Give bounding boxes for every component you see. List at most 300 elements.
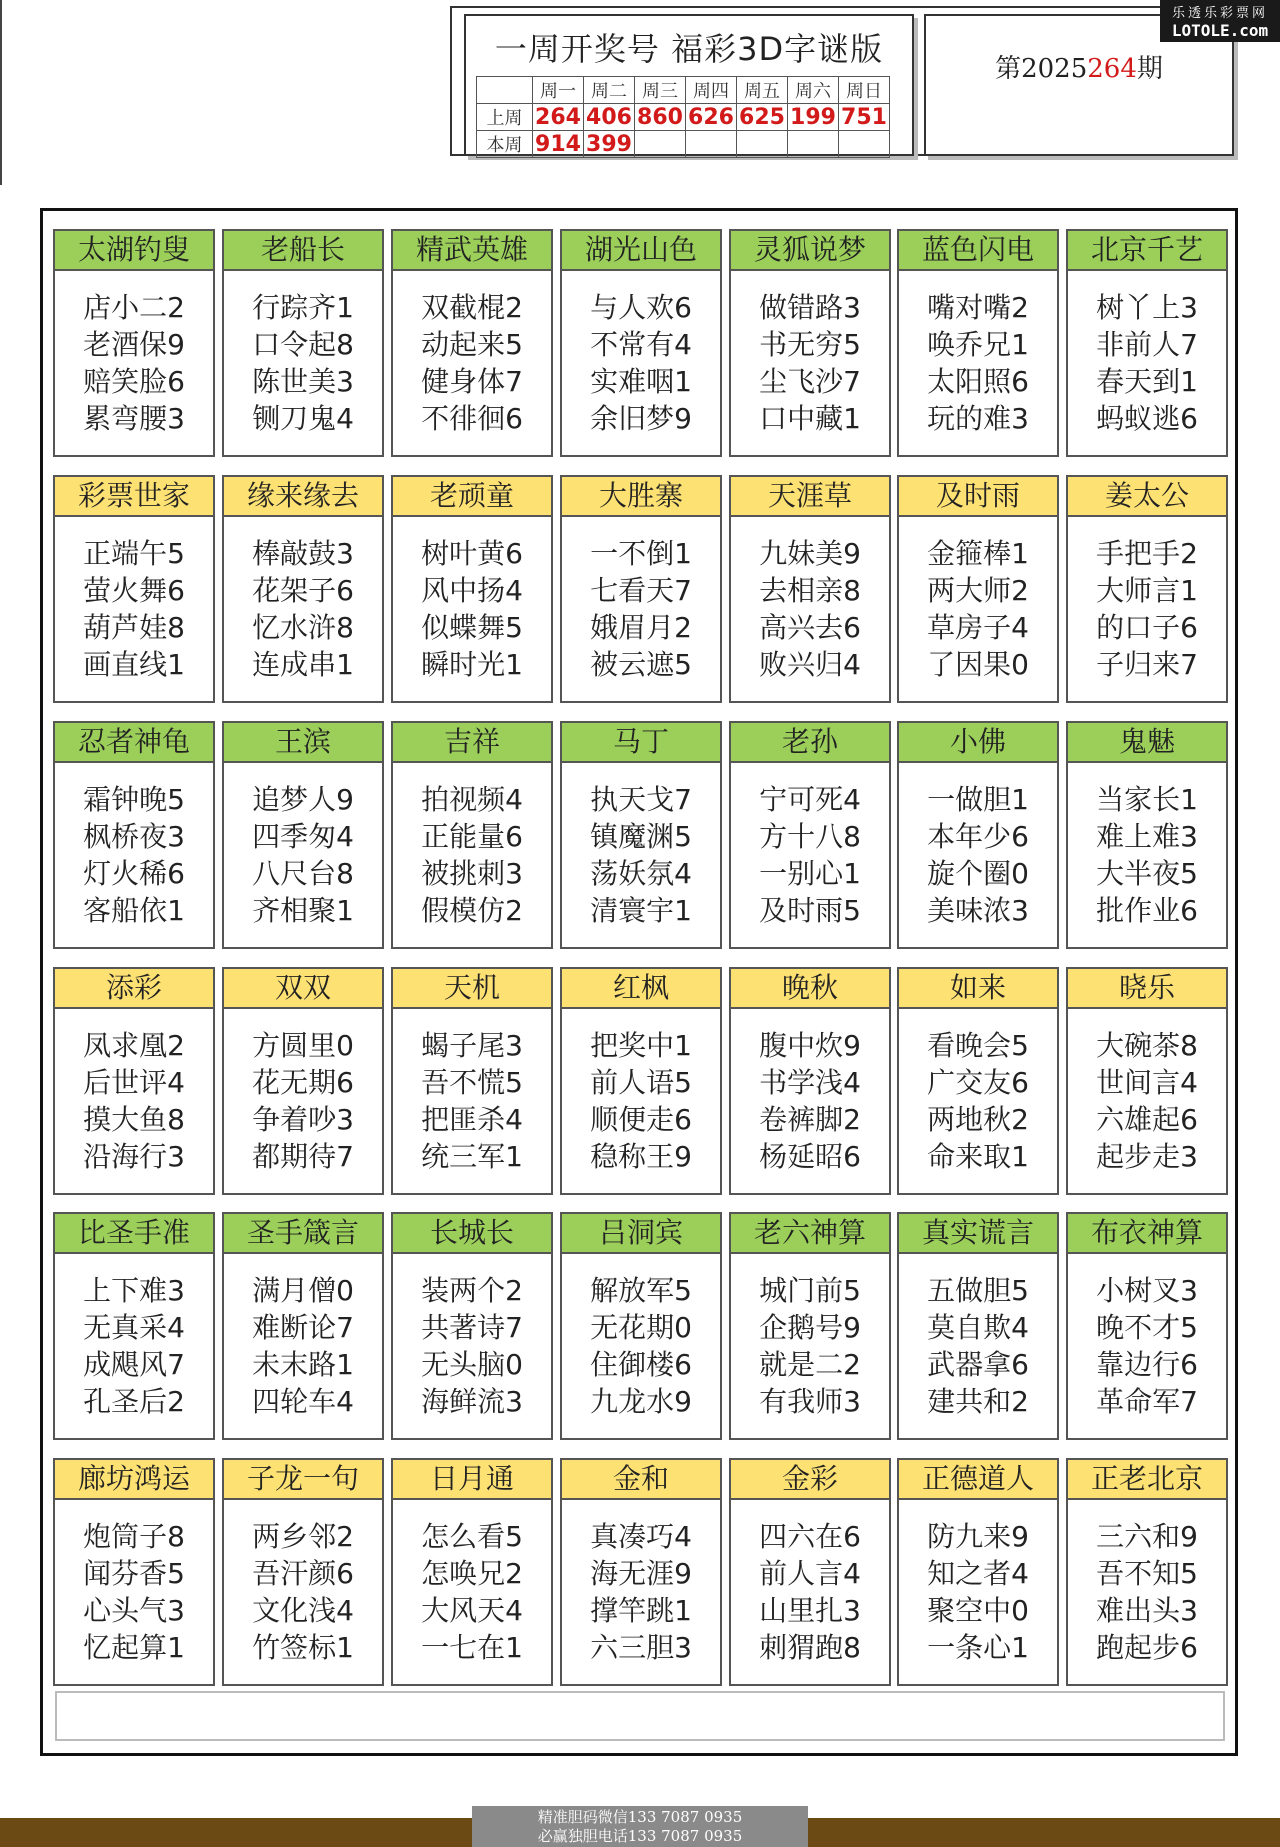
- riddle-lines: [224, 1009, 382, 1175]
- expert-name: 湖光山色: [562, 231, 720, 271]
- riddle-line: 两大师2: [927, 574, 1029, 607]
- riddle-line: 葫芦娃8: [83, 611, 185, 644]
- draw-number: 914: [533, 131, 584, 158]
- riddle-line: 杨延昭6: [759, 1140, 861, 1173]
- expert-card: [897, 721, 1059, 949]
- riddle-line: 稳称王9: [590, 1140, 692, 1173]
- riddle-line: 不徘徊6: [421, 402, 523, 435]
- riddle-line: 都期待7: [252, 1140, 354, 1173]
- riddle-line: 书学浅4: [759, 1066, 861, 1099]
- riddle-line: 有我师3: [759, 1385, 861, 1418]
- riddle-line: 海鲜流3: [421, 1385, 523, 1418]
- riddle-line: 子归来7: [1096, 648, 1198, 681]
- riddle-line: 难出头3: [1096, 1594, 1198, 1627]
- expert-card: [222, 721, 384, 949]
- riddle-lines: [1068, 1009, 1226, 1175]
- issue-prefix: 第2025: [995, 54, 1088, 84]
- riddle-line: 聚空中0: [927, 1594, 1029, 1627]
- expert-card: [560, 475, 722, 703]
- riddle-line: 真凑巧4: [590, 1520, 692, 1553]
- riddle-line: 城门前5: [759, 1274, 861, 1307]
- expert-name: 天机: [393, 969, 551, 1009]
- riddle-line: 无真采4: [83, 1311, 185, 1344]
- riddle-line: 及时雨5: [759, 894, 861, 927]
- riddle-line: 大碗茶8: [1096, 1029, 1198, 1062]
- riddle-lines: [731, 1254, 889, 1420]
- riddle-line: 春天到1: [1096, 365, 1198, 398]
- expert-name: 小佛: [899, 723, 1057, 763]
- expert-name: 吉祥: [393, 723, 551, 763]
- riddle-line: 铡刀鬼4: [252, 402, 354, 435]
- riddle-line: 前人言4: [759, 1557, 861, 1590]
- expert-card: [1066, 967, 1228, 1195]
- riddle-line: 连成串1: [252, 648, 354, 681]
- riddle-line: 花架子6: [252, 574, 354, 607]
- expert-name: 精武英雄: [393, 231, 551, 271]
- row-label: 上周: [477, 104, 533, 131]
- expert-name: 金和: [562, 1460, 720, 1500]
- riddle-line: 非前人7: [1096, 328, 1198, 361]
- riddle-line: 刺猬跑8: [759, 1631, 861, 1664]
- issue-number: 264: [1087, 54, 1137, 84]
- riddle-line: 去相亲8: [759, 574, 861, 607]
- expert-name: 如来: [899, 969, 1057, 1009]
- riddle-line: 余旧梦9: [590, 402, 692, 435]
- expert-card: [53, 229, 215, 457]
- row-label: 本周: [477, 131, 533, 158]
- riddle-lines: [731, 517, 889, 683]
- riddle-lines: [1068, 1500, 1226, 1666]
- riddle-line: 行踪齐1: [252, 291, 354, 324]
- draw-number: 751: [839, 104, 890, 131]
- expert-name: 比圣手准: [55, 1214, 213, 1254]
- draw-number: 406: [584, 104, 635, 131]
- expert-card: [729, 229, 891, 457]
- riddle-line: 棒敲鼓3: [252, 537, 354, 570]
- riddle-lines: [55, 763, 213, 929]
- riddle-lines: [562, 517, 720, 683]
- expert-name: 双双: [224, 969, 382, 1009]
- expert-card: [222, 229, 384, 457]
- riddle-line: 赔笑脸6: [83, 365, 185, 398]
- riddle-line: 画直线1: [83, 648, 185, 681]
- riddle-line: 灯火稀6: [83, 857, 185, 890]
- riddle-line: 尘飞沙7: [759, 365, 861, 398]
- riddle-line: 风中扬4: [421, 574, 523, 607]
- riddle-line: 武器拿6: [927, 1348, 1029, 1381]
- riddle-line: 知之者4: [927, 1557, 1029, 1590]
- riddle-line: 革命军7: [1096, 1385, 1198, 1418]
- riddle-line: 前人语5: [590, 1066, 692, 1099]
- riddle-line: 当家长1: [1096, 783, 1198, 816]
- riddle-line: 成飓风7: [83, 1348, 185, 1381]
- riddle-line: 撑竿跳1: [590, 1594, 692, 1627]
- expert-name: 老顽童: [393, 477, 551, 517]
- riddle-line: 顺便走6: [590, 1103, 692, 1136]
- riddle-lines: [731, 1009, 889, 1175]
- expert-card: [391, 1458, 553, 1686]
- riddle-line: 陈世美3: [252, 365, 354, 398]
- expert-card: [560, 1212, 722, 1440]
- expert-name: 忍者神龟: [55, 723, 213, 763]
- riddle-lines: [393, 1009, 551, 1175]
- riddle-line: 两地秋2: [927, 1103, 1029, 1136]
- day-header: 周一: [533, 77, 584, 104]
- contact-line-1: 精准胆码微信133 7087 0935: [537, 1808, 743, 1826]
- riddle-lines: [562, 1500, 720, 1666]
- riddle-line: 沿海行3: [83, 1140, 185, 1173]
- riddle-line: 后世评4: [83, 1066, 185, 1099]
- riddle-line: 一做胆1: [927, 783, 1029, 816]
- expert-card: [560, 967, 722, 1195]
- day-header: 周四: [686, 77, 737, 104]
- riddle-line: 萤火舞6: [83, 574, 185, 607]
- riddle-line: 凤求凰2: [83, 1029, 185, 1062]
- riddle-lines: [224, 763, 382, 929]
- riddle-line: 把奖中1: [590, 1029, 692, 1062]
- riddle-line: 把匪杀4: [421, 1103, 523, 1136]
- issue-suffix: 期: [1136, 54, 1163, 84]
- riddle-line: 争着吵3: [252, 1103, 354, 1136]
- expert-card: [560, 1458, 722, 1686]
- draw-number: 625: [737, 104, 788, 131]
- riddle-line: 跑起步6: [1096, 1631, 1198, 1664]
- riddle-line: 树丫上3: [1096, 291, 1198, 324]
- expert-card: [222, 475, 384, 703]
- riddle-lines: [899, 763, 1057, 929]
- riddle-line: 口令起8: [252, 328, 354, 361]
- riddle-line: 似蝶舞5: [421, 611, 523, 644]
- expert-name: 布衣神算: [1068, 1214, 1226, 1254]
- riddle-lines: [224, 1254, 382, 1420]
- riddle-lines: [562, 271, 720, 437]
- riddle-line: 怎唤兄2: [421, 1557, 523, 1590]
- watermark-en: LOTOLE.com: [1171, 21, 1269, 40]
- expert-name: 真实谎言: [899, 1214, 1057, 1254]
- expert-name: 老船长: [224, 231, 382, 271]
- riddle-line: 山里扎3: [759, 1594, 861, 1627]
- riddle-line: 书无穷5: [759, 328, 861, 361]
- expert-card: [560, 721, 722, 949]
- expert-card: [729, 721, 891, 949]
- expert-card: [729, 967, 891, 1195]
- day-header: 周五: [737, 77, 788, 104]
- riddle-line: 闻芬香5: [83, 1557, 185, 1590]
- riddle-lines: [899, 517, 1057, 683]
- expert-name: 缘来缘去: [224, 477, 382, 517]
- riddle-line: 忆起算1: [83, 1631, 185, 1664]
- riddle-line: 霜钟晚5: [83, 783, 185, 816]
- riddle-line: 老酒保9: [83, 328, 185, 361]
- riddle-line: 九龙水9: [590, 1385, 692, 1418]
- expert-name: 子龙一句: [224, 1460, 382, 1500]
- riddle-lines: [899, 271, 1057, 437]
- riddle-lines: [731, 763, 889, 929]
- riddle-lines: [55, 271, 213, 437]
- expert-card: [391, 721, 553, 949]
- expert-card: [897, 475, 1059, 703]
- riddle-line: 美味浓3: [927, 894, 1029, 927]
- riddle-line: 七看天7: [590, 574, 692, 607]
- riddle-lines: [562, 1009, 720, 1175]
- riddle-line: 广交友6: [927, 1066, 1029, 1099]
- riddle-lines: [899, 1500, 1057, 1666]
- riddle-line: 花无期6: [252, 1066, 354, 1099]
- expert-name: 添彩: [55, 969, 213, 1009]
- riddle-line: 心头气3: [83, 1594, 185, 1627]
- draw-number: [839, 131, 890, 158]
- expert-name: 彩票世家: [55, 477, 213, 517]
- riddle-line: 草房子4: [927, 611, 1029, 644]
- riddle-line: 追梦人9: [252, 783, 354, 816]
- expert-card: [729, 475, 891, 703]
- riddle-line: 被挑刺3: [421, 857, 523, 890]
- riddle-line: 大半夜5: [1096, 857, 1198, 890]
- riddle-line: 大风天4: [421, 1594, 523, 1627]
- riddle-lines: [393, 1254, 551, 1420]
- expert-card: [729, 1212, 891, 1440]
- expert-name: 廊坊鸿运: [55, 1460, 213, 1500]
- expert-name: 晚秋: [731, 969, 889, 1009]
- riddle-lines: [731, 271, 889, 437]
- expert-name: 日月通: [393, 1460, 551, 1500]
- draw-number: 626: [686, 104, 737, 131]
- riddle-line: 一不倒1: [590, 537, 692, 570]
- riddle-line: 满月僧0: [252, 1274, 354, 1307]
- riddle-line: 卷裤脚2: [759, 1103, 861, 1136]
- riddle-lines: [1068, 271, 1226, 437]
- riddle-line: 无头脑0: [421, 1348, 523, 1381]
- riddle-line: 共著诗7: [421, 1311, 523, 1344]
- this-week-row: [477, 131, 890, 158]
- riddle-line: 莫自欺4: [927, 1311, 1029, 1344]
- riddle-line: 住御楼6: [590, 1348, 692, 1381]
- riddle-line: 口中藏1: [759, 402, 861, 435]
- riddle-lines: [1068, 517, 1226, 683]
- riddle-line: 嘴对嘴2: [927, 291, 1029, 324]
- riddle-line: 太阳照6: [927, 365, 1029, 398]
- day-header: 周二: [584, 77, 635, 104]
- last-week-row: [477, 104, 890, 131]
- header-panel: [450, 6, 1238, 156]
- expert-name: 姜太公: [1068, 477, 1226, 517]
- riddle-line: 正能量6: [421, 820, 523, 853]
- riddle-line: 怎么看5: [421, 1520, 523, 1553]
- expert-name: 老孙: [731, 723, 889, 763]
- expert-card: [897, 967, 1059, 1195]
- riddle-lines: [1068, 763, 1226, 929]
- riddle-line: 难断论7: [252, 1311, 354, 1344]
- riddle-line: 靠边行6: [1096, 1348, 1198, 1381]
- riddle-lines: [393, 271, 551, 437]
- riddle-line: 镇魔渊5: [590, 820, 692, 853]
- riddle-line: 四季匆4: [252, 820, 354, 853]
- riddle-line: 吾不知5: [1096, 1557, 1198, 1590]
- riddle-line: 了因果0: [927, 648, 1029, 681]
- riddle-line: 拍视频4: [421, 783, 523, 816]
- riddle-line: 起步走3: [1096, 1140, 1198, 1173]
- expert-card: [53, 1458, 215, 1686]
- riddle-line: 金箍棒1: [927, 537, 1029, 570]
- draw-number: 860: [635, 104, 686, 131]
- expert-name: 及时雨: [899, 477, 1057, 517]
- riddle-line: 假模仿2: [421, 894, 523, 927]
- riddle-lines: [55, 1254, 213, 1420]
- expert-name: 圣手箴言: [224, 1214, 382, 1254]
- expert-card: [222, 1212, 384, 1440]
- riddle-lines: [899, 1254, 1057, 1420]
- expert-name: 蓝色闪电: [899, 231, 1057, 271]
- riddle-lines: [55, 1009, 213, 1175]
- riddle-line: 炮筒子8: [83, 1520, 185, 1553]
- riddle-line: 齐相聚1: [252, 894, 354, 927]
- expert-card: [1066, 475, 1228, 703]
- riddle-line: 晚不才5: [1096, 1311, 1198, 1344]
- riddle-lines: [562, 1254, 720, 1420]
- riddle-line: 孔圣后2: [83, 1385, 185, 1418]
- riddle-line: 六雄起6: [1096, 1103, 1198, 1136]
- riddle-line: 解放军5: [590, 1274, 692, 1307]
- riddle-lines: [224, 517, 382, 683]
- expert-card: [897, 229, 1059, 457]
- riddle-line: 命来取1: [927, 1140, 1029, 1173]
- issue-label: [926, 48, 1232, 85]
- contact-box: [472, 1806, 808, 1847]
- expert-card: [53, 1212, 215, 1440]
- expert-card: [897, 1458, 1059, 1686]
- draw-results-box: [464, 14, 914, 156]
- riddle-line: 健身体7: [421, 365, 523, 398]
- riddle-line: 无花期0: [590, 1311, 692, 1344]
- riddle-line: 客船依1: [83, 894, 185, 927]
- riddle-line: 娥眉月2: [590, 611, 692, 644]
- site-watermark: [1160, 0, 1280, 42]
- expert-name: 太湖钓叟: [55, 231, 213, 271]
- table-header-row: [477, 77, 890, 104]
- expert-name: 天涯草: [731, 477, 889, 517]
- riddle-line: 正端午5: [83, 537, 185, 570]
- riddle-line: 忆水浒8: [252, 611, 354, 644]
- draw-number: [686, 131, 737, 158]
- riddle-lines: [731, 1500, 889, 1666]
- day-header: 周六: [788, 77, 839, 104]
- draw-number: 399: [584, 131, 635, 158]
- riddle-lines: [562, 763, 720, 929]
- expert-name: 大胜寨: [562, 477, 720, 517]
- riddle-line: 大师言1: [1096, 574, 1198, 607]
- expert-name: 正老北京: [1068, 1460, 1226, 1500]
- riddle-line: 就是二2: [759, 1348, 861, 1381]
- riddle-line: 企鹅号9: [759, 1311, 861, 1344]
- expert-card: [53, 721, 215, 949]
- riddle-line: 腹中炊9: [759, 1029, 861, 1062]
- riddle-line: 店小二2: [83, 291, 185, 324]
- riddle-line: 未末路1: [252, 1348, 354, 1381]
- riddle-lines: [55, 517, 213, 683]
- draw-number: 264: [533, 104, 584, 131]
- riddle-line: 一七在1: [421, 1631, 523, 1664]
- riddle-lines: [224, 271, 382, 437]
- riddle-lines: [393, 517, 551, 683]
- expert-name: 正德道人: [899, 1460, 1057, 1500]
- expert-name: 红枫: [562, 969, 720, 1009]
- riddle-line: 一条心1: [927, 1631, 1029, 1664]
- riddle-line: 批作业6: [1096, 894, 1198, 927]
- blank-row: [55, 1691, 1225, 1741]
- riddle-line: 九妹美9: [759, 537, 861, 570]
- expert-name: 北京千艺: [1068, 231, 1226, 271]
- riddle-line: 玩的难3: [927, 402, 1029, 435]
- expert-card: [391, 475, 553, 703]
- expert-card: [391, 967, 553, 1195]
- riddle-line: 蝎子尾3: [421, 1029, 523, 1062]
- riddle-lines: [55, 1500, 213, 1666]
- riddle-line: 五做胆5: [927, 1274, 1029, 1307]
- riddle-line: 动起来5: [421, 328, 523, 361]
- riddle-line: 方十八8: [759, 820, 861, 853]
- riddle-line: 旋个圈0: [927, 857, 1029, 890]
- expert-card: [729, 1458, 891, 1686]
- riddle-line: 文化浅4: [252, 1594, 354, 1627]
- riddle-line: 蚂蚁逃6: [1096, 402, 1198, 435]
- expert-card: [560, 229, 722, 457]
- expert-card: [391, 1212, 553, 1440]
- riddle-line: 海无涯9: [590, 1557, 692, 1590]
- page-title: 一周开奖号 福彩3D字谜版: [494, 30, 884, 68]
- expert-card: [222, 1458, 384, 1686]
- riddle-lines: [1068, 1254, 1226, 1420]
- riddle-line: 六三胆3: [590, 1631, 692, 1664]
- expert-name: 灵狐说梦: [731, 231, 889, 271]
- expert-name: 金彩: [731, 1460, 889, 1500]
- expert-card: [53, 967, 215, 1195]
- riddle-line: 不常有4: [590, 328, 692, 361]
- day-header: 周日: [839, 77, 890, 104]
- riddle-line: 败兴归4: [759, 648, 861, 681]
- riddle-line: 上下难3: [83, 1274, 185, 1307]
- expert-name: 吕洞宾: [562, 1214, 720, 1254]
- draw-number: [737, 131, 788, 158]
- expert-card: [1066, 1212, 1228, 1440]
- riddle-line: 两乡邻2: [252, 1520, 354, 1553]
- riddle-line: 四轮车4: [252, 1385, 354, 1418]
- expert-card: [391, 229, 553, 457]
- contact-line-2: 必赢独胆电话133 7087 0935: [537, 1827, 743, 1845]
- riddle-line: 双截棍2: [421, 291, 523, 324]
- riddle-line: 手把手2: [1096, 537, 1198, 570]
- riddle-line: 的口子6: [1096, 611, 1198, 644]
- riddle-lines: [224, 1500, 382, 1666]
- riddle-line: 四六在6: [759, 1520, 861, 1553]
- riddle-line: 吾不慌5: [421, 1066, 523, 1099]
- riddle-line: 摸大鱼8: [83, 1103, 185, 1136]
- day-header: 周三: [635, 77, 686, 104]
- riddle-line: 本年少6: [927, 820, 1029, 853]
- riddle-line: 被云遮5: [590, 648, 692, 681]
- expert-name: 老六神算: [731, 1214, 889, 1254]
- riddle-line: 清寰宇1: [590, 894, 692, 927]
- page-edge-line: [0, 0, 2, 185]
- riddle-line: 累弯腰3: [83, 402, 185, 435]
- riddle-line: 方圆里0: [252, 1029, 354, 1062]
- riddle-lines: [393, 763, 551, 929]
- riddle-line: 难上难3: [1096, 820, 1198, 853]
- expert-card: [1066, 229, 1228, 457]
- corner-cell: [477, 77, 533, 104]
- riddle-line: 三六和9: [1096, 1520, 1198, 1553]
- expert-name: 晓乐: [1068, 969, 1226, 1009]
- riddle-line: 看晚会5: [927, 1029, 1029, 1062]
